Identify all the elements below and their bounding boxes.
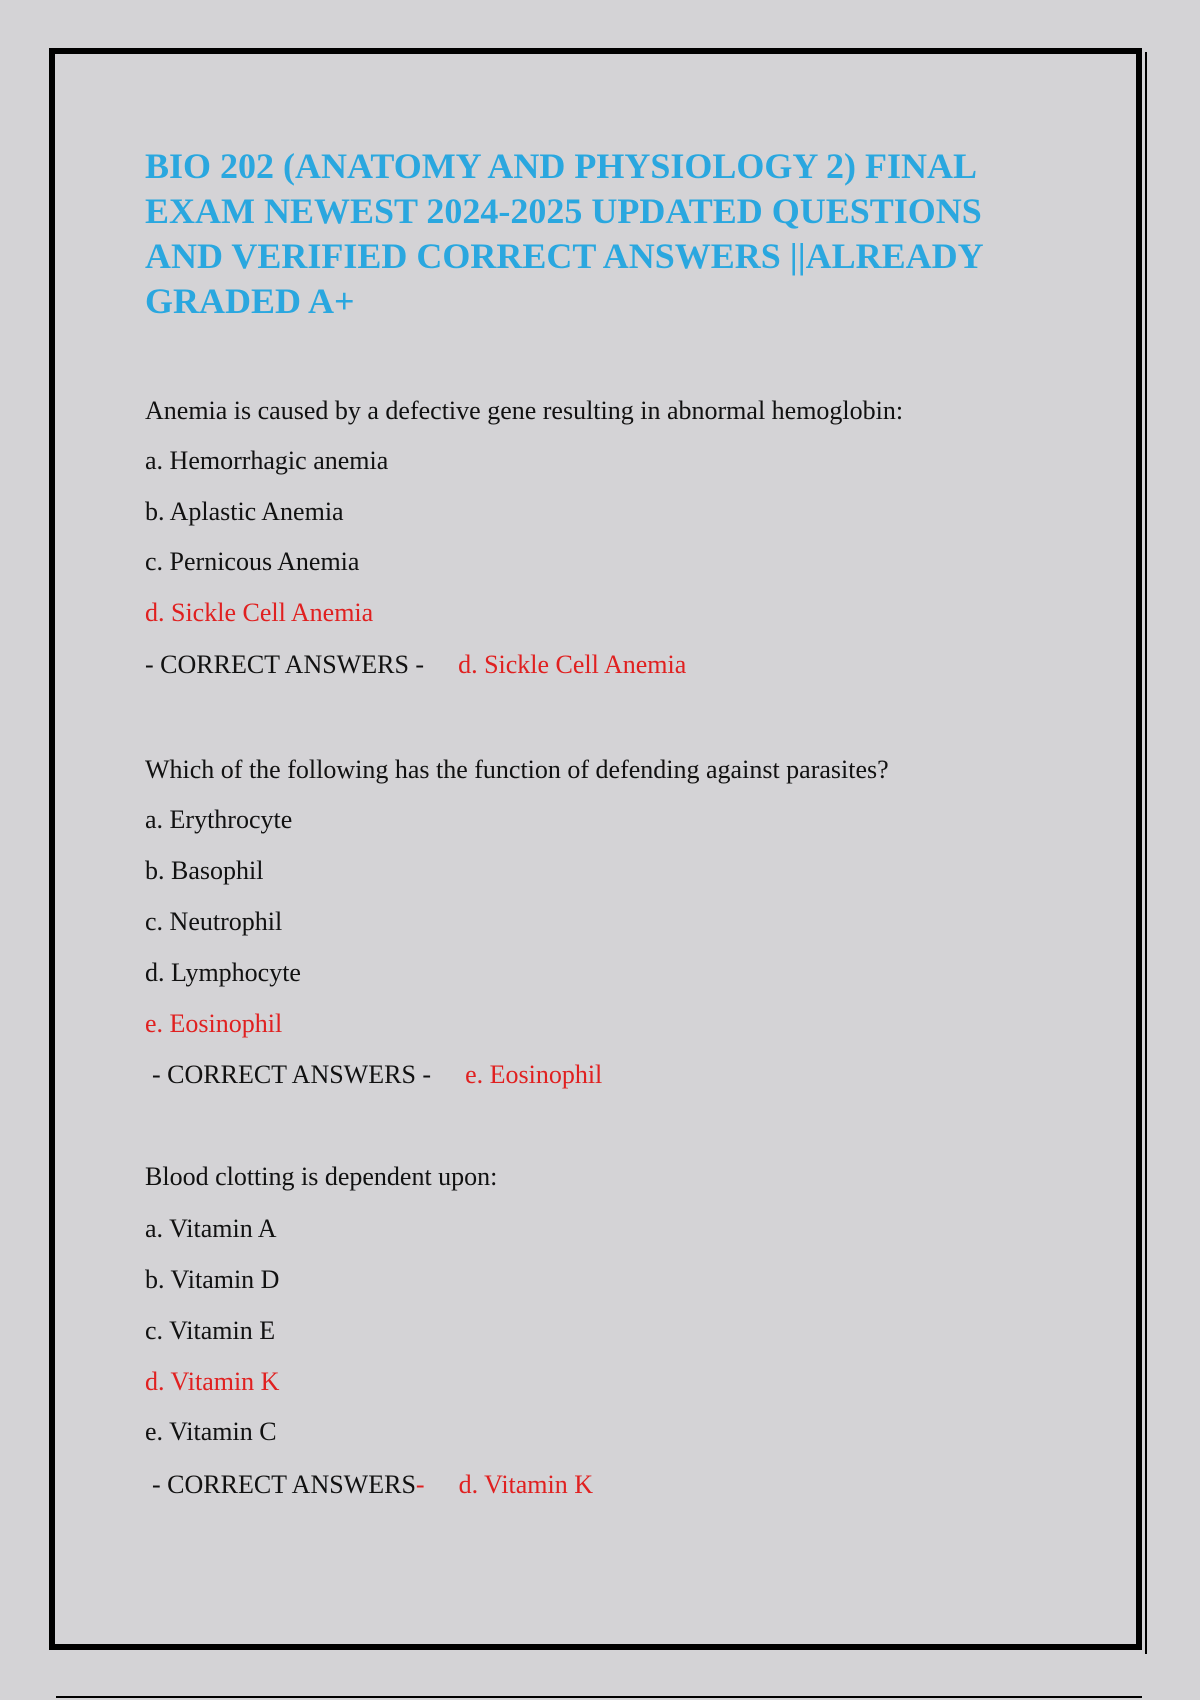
question-1-option-a: a. Hemorrhagic anemia [145, 446, 389, 475]
question-3-answer-prefix: - CORRECT ANSWERS [152, 1470, 416, 1499]
question-1-option-b: b. Aplastic Anemia [145, 497, 344, 526]
question-2-option-d: d. Lymphocyte [145, 958, 301, 987]
question-1-option-d: d. Sickle Cell Anemia [145, 598, 374, 627]
question-2-option-b: b. Basophil [145, 856, 264, 885]
question-2-answer: e. Eosinophil [465, 1060, 603, 1089]
question-3-text: Blood clotting is dependent upon: [145, 1162, 498, 1191]
question-3-answer-line [152, 1470, 593, 1500]
question-3-answer-dash: - [415, 1470, 425, 1499]
question-1-answer: d. Sickle Cell Anemia [458, 650, 687, 679]
question-2-option-e: e. Eosinophil [145, 1009, 283, 1038]
question-1-option-c: c. Pernicous Anemia [145, 547, 360, 576]
question-1-text: Anemia is caused by a defective gene resulting in abnormal hemoglobin: [145, 396, 904, 425]
question-3-option-e: e. Vitamin C [145, 1417, 277, 1446]
document-page [49, 48, 1142, 1650]
question-3-option-b: b. Vitamin D [145, 1265, 280, 1294]
question-2-option-a: a. Erythrocyte [145, 805, 293, 834]
question-2-text: Which of the following has the function of defending against parasites? [145, 755, 889, 784]
question-2-answer-line [152, 1060, 602, 1090]
bottom-divider [56, 1696, 1142, 1698]
question-3-answer: d. Vitamin K [458, 1470, 594, 1499]
question-3-option-d: d. Vitamin K [145, 1367, 280, 1396]
question-2-option-c: c. Neutrophil [145, 907, 283, 936]
question-3-option-a: a. Vitamin A [145, 1214, 277, 1243]
question-2-answer-prefix: - CORRECT ANSWERS - [152, 1060, 432, 1089]
document-title: BIO 202 (ANATOMY AND PHYSIOLOGY 2) FINAL EXAM NEWEST 2024-2025 UPDATED QUESTIONS AND VERIFIED CORRECT ANSWERS ||ALREADY GRADED A+ [145, 146, 983, 321]
question-1-answer-prefix: - CORRECT ANSWERS - [145, 650, 425, 679]
question-3-option-c: c. Vitamin E [145, 1316, 276, 1345]
question-1-answer-line [145, 650, 686, 680]
